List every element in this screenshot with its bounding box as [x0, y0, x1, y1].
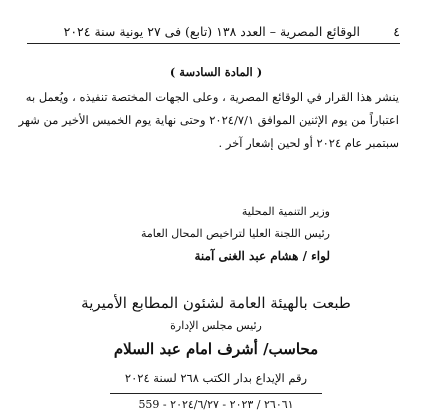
running-title: الوقائع المصرية – العدد ١٣٨ (تابع) فى ٢٧ يونية سنة ٢٠٢٤ — [63, 24, 360, 39]
chairman-label: رئيس مجلس الإدارة — [170, 319, 262, 332]
header-divider — [27, 43, 400, 44]
article-title: ( المادة السادسة ) — [169, 65, 263, 79]
legal-deposit-number: رقم الإيداع بدار الكتب ٢٦٨ لسنة ٢٠٢٤ — [124, 371, 308, 385]
signatory-name: لواء / هشام عبد الغنى آمنة — [194, 249, 330, 263]
page-header — [27, 23, 400, 41]
print-order-code: ٢٦٠٦١ / ٢٠٢٣ - ٢٠٢٤/٦/٢٧ - 559 — [110, 393, 322, 413]
chairman-name: محاسب/ أشرف امام عبد السلام — [113, 340, 319, 358]
page-number: ٤ — [393, 24, 400, 39]
signatory-position-minister: وزير التنمية المحلية — [241, 205, 330, 218]
article-line-3: سبتمبر عام ٢٠٢٤ أو لحين إشعار آخر . — [218, 136, 399, 150]
printer-statement: طبعت بالهيئة العامة لشئون المطابع الأميرية — [81, 294, 351, 312]
article-body — [18, 86, 399, 155]
article-line-1: ينشر هذا القرار في الوقائع المصرية ، وعلى الجهات المختصة تنفيذه ، ويُعمل به — [25, 90, 399, 104]
article-line-2: اعتباراً من يوم الإثنين الموافق ٢٠٢٤/٧/١ وحتى نهاية يوم الخميس الأخير من شهر — [18, 113, 399, 127]
signature-block — [70, 201, 330, 267]
signatory-position-committee: رئيس اللجنة العليا لتراخيص المحال العامة — [140, 227, 330, 240]
